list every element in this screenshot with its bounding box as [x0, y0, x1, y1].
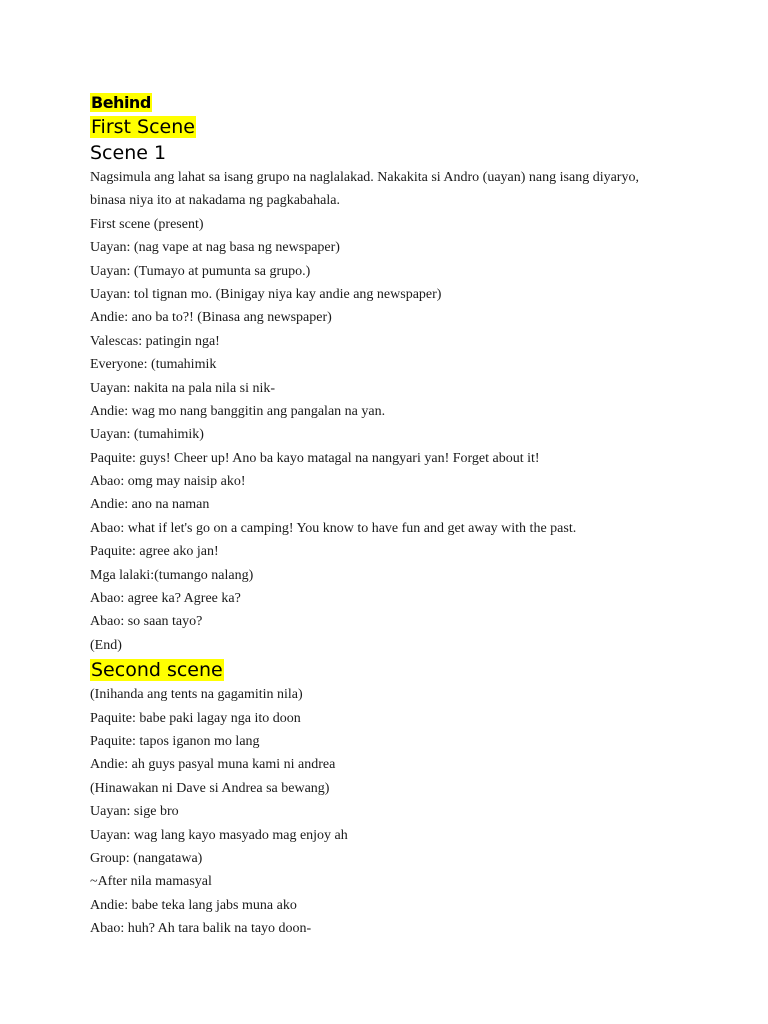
script-line: Abao: omg may naisip ako!	[90, 474, 246, 490]
script-line: ~After nila mamasyal	[90, 874, 212, 890]
script-line: Uayan: (Tumayo at pumunta sa grupo.)	[90, 263, 311, 279]
script-line: (Hinawakan ni Dave si Andrea sa bewang)	[90, 780, 330, 796]
document-content	[90, 92, 710, 941]
section-heading-first-scene-text: First Scene	[91, 116, 195, 138]
script-line: Abao: so saan tayo?	[90, 614, 203, 630]
section-2-lines	[90, 683, 710, 940]
script-line: Andie: ano ba to?! (Binasa ang newspaper)	[90, 310, 332, 326]
scene-subheading: Scene 1	[90, 142, 167, 164]
script-line: Paquite: guys! Cheer up! Ano ba kayo matagal na nangyari yan! Forget about it!	[90, 450, 540, 466]
script-line: Uayan: wag lang kayo masyado mag enjoy ah	[90, 827, 348, 843]
section-heading-first-scene	[90, 114, 710, 140]
script-line: Paquite: babe paki lagay nga ito doon	[90, 710, 301, 726]
script-line: Paquite: agree ako jan!	[90, 544, 219, 560]
script-line: Abao: what if let's go on a camping! You know to have fun and get away with the past.	[90, 520, 577, 536]
script-line: Andie: ah guys pasyal muna kami ni andrea	[90, 757, 336, 773]
script-line: Andie: ano na naman	[90, 497, 210, 513]
script-line: Valescas: patingin nga!	[90, 333, 220, 349]
script-line: Uayan: (nag vape at nag basa ng newspaper)	[90, 240, 340, 256]
script-line: Abao: agree ka? Agree ka?	[90, 591, 241, 607]
script-line: Uayan: nakita na pala nila si nik-	[90, 380, 276, 396]
script-line: Nagsimula ang lahat sa isang grupo na naglalakad. Nakakita si Andro (uayan) nang isang diyaryo,	[90, 170, 639, 185]
script-line: Paquite: tapos iganon mo lang	[90, 733, 260, 749]
section-heading-second-scene	[90, 657, 710, 683]
section-heading-second-scene-text: Second scene	[91, 659, 223, 682]
script-line: Andie: wag mo nang banggitin ang pangalan na yan.	[90, 403, 386, 419]
section-1-lines	[90, 166, 710, 657]
script-line: Uayan: tol tignan mo. (Binigay niya kay andie ang newspaper)	[90, 286, 442, 302]
script-line: (End)	[90, 637, 122, 653]
script-line: First scene (present)	[90, 216, 204, 232]
script-line: Group: (nangatawa)	[90, 850, 203, 866]
script-line: Abao: huh? Ah tara balik na tayo doon-	[90, 921, 312, 937]
script-line: Mga lalaki:(tumango nalang)	[90, 567, 254, 583]
script-line: binasa niya ito at nakadama ng pagkabahala.	[90, 193, 340, 209]
script-line: Everyone: (tumahimik	[90, 357, 217, 373]
document-title	[90, 92, 710, 114]
script-line: (Inihanda ang tents na gagamitin nila)	[90, 687, 303, 703]
script-line: Uayan: sige bro	[90, 804, 179, 820]
document-title-text: Behind	[91, 93, 151, 112]
script-line: Uayan: (tumahimik)	[90, 427, 204, 443]
script-line: Andie: babe teka lang jabs muna ako	[90, 897, 297, 913]
